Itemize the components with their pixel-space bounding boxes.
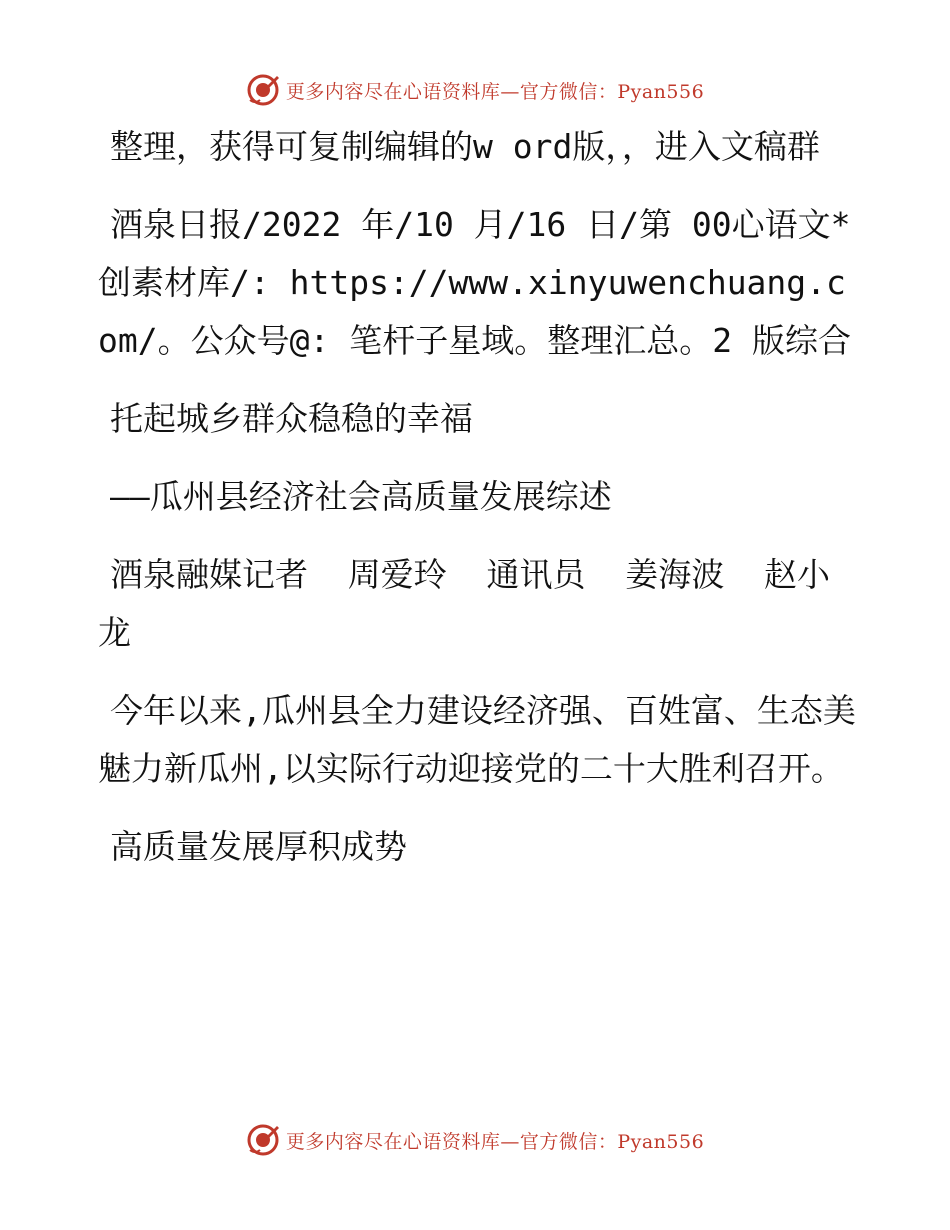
watermark-text: 更多内容尽在心语资料库—官方微信：Pyan556 (285, 1130, 705, 1153)
byline: 酒泉融媒记者 周爱玲 通讯员 姜海波 赵小龙 (98, 555, 830, 652)
document-body (98, 118, 858, 896)
article-title: 托起城乡群众稳稳的幸福 (110, 399, 473, 438)
paragraph: 酒泉日报/2022 年/10 月/16 日/第 00心语文*创素材库/: https://www.xinyuwenchuang.com/。公众号@: 笔杆子星域。整理汇总。2 版综合 (98, 205, 851, 360)
paragraph: 今年以来,瓜州县全力建设经济强、百姓富、生态美魅力新瓜州,以实际行动迎接党的二十大胜利召开。 (98, 691, 856, 788)
paragraph: 整理，获得可复制编辑的w ord版，，进入文稿群 (110, 127, 820, 166)
footer-watermark (0, 1120, 950, 1160)
pen-in-circle-logo-icon (246, 73, 280, 107)
watermark-text: 更多内容尽在心语资料库—官方微信：Pyan556 (285, 80, 705, 103)
header-watermark (0, 70, 950, 110)
article-subtitle: ——瓜州县经济社会高质量发展综述 (110, 477, 612, 516)
pen-in-circle-logo-icon (246, 1123, 280, 1157)
section-heading: 高质量发展厚积成势 (110, 827, 407, 866)
